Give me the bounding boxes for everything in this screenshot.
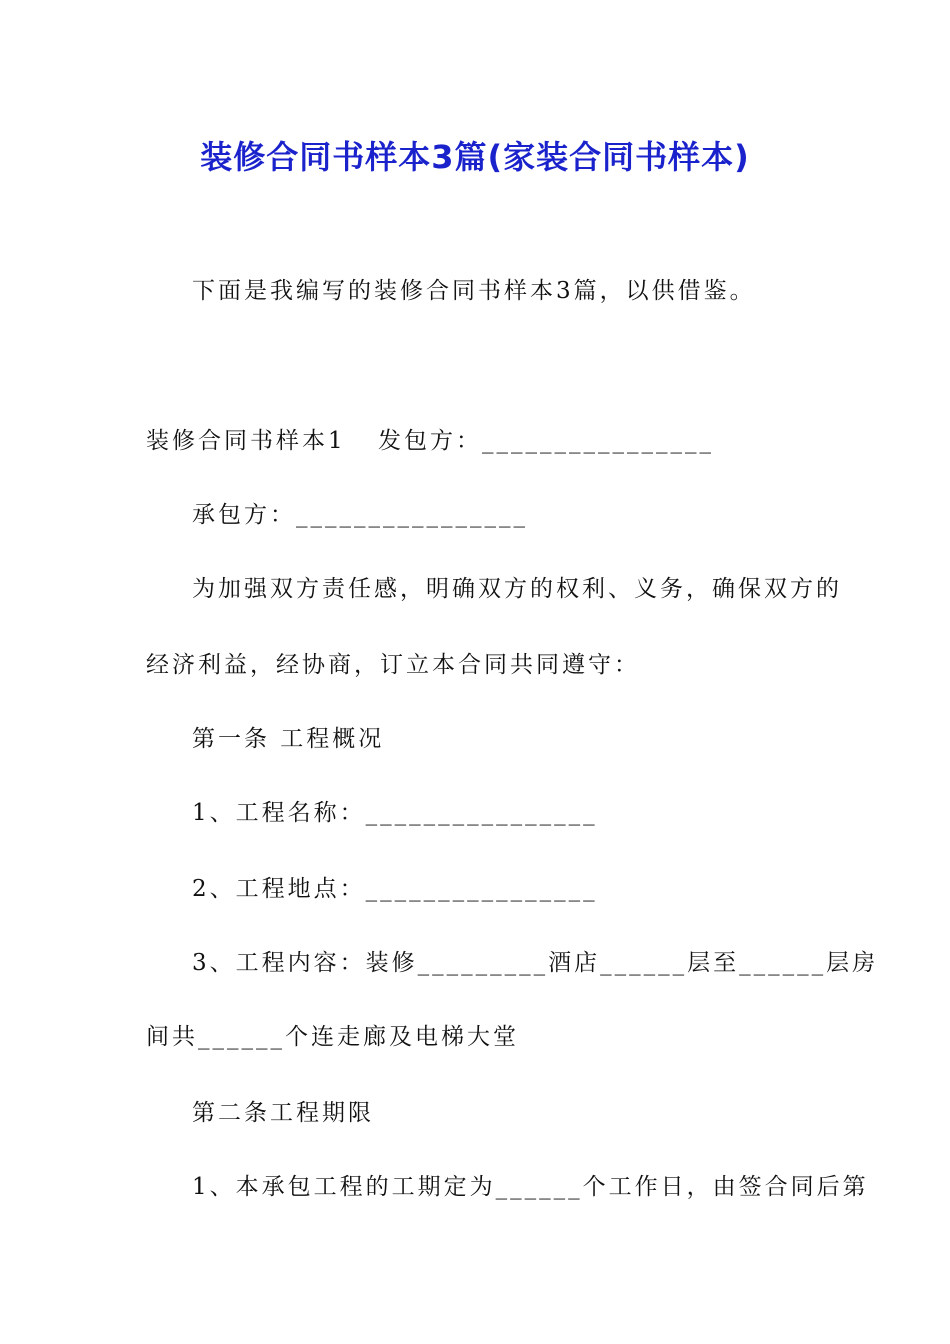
item-project-location: 2、工程地点：________________	[192, 876, 598, 902]
intro-paragraph: 下面是我编写的装修合同书样本3篇，以供借鉴。	[192, 278, 756, 304]
contractor-line: 承包方：________________	[192, 502, 528, 528]
item-project-name: 1、工程名称：________________	[192, 800, 598, 826]
paragraph-line-1: 为加强双方责任感，明确双方的权利、义务，确保双方的	[192, 576, 842, 602]
employer-line: 发包方：________________	[378, 428, 714, 454]
document-title: 装修合同书样本3篇(家装合同书样本)	[200, 138, 750, 176]
article-2-item-1: 1、本承包工程的工期定为______个工作日，由签合同后第	[192, 1174, 869, 1200]
paragraph-line-2: 经济利益，经协商，订立本合同共同遵守：	[146, 652, 640, 678]
article-1-heading: 第一条 工程概况	[192, 726, 385, 752]
article-2-heading: 第二条工程期限	[192, 1100, 374, 1126]
section-heading: 装修合同书样本1	[146, 428, 346, 454]
item-project-content-line-2: 间共______个连走廊及电梯大堂	[146, 1024, 519, 1050]
item-project-content-line-1: 3、工程内容：装修_________酒店______层至______层房	[192, 950, 879, 976]
